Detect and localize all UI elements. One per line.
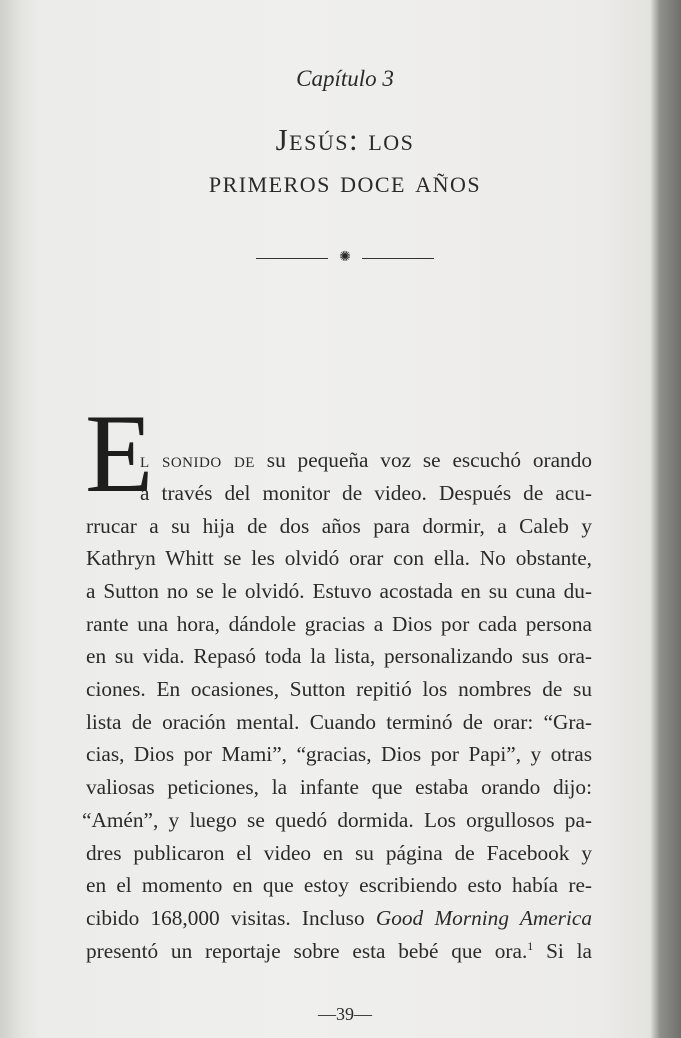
body-line: valiosas peticiones, la infante que estaba orando dijo: bbox=[86, 775, 592, 799]
body-line: cias, Dios por Mami”, “gracias, Dios por Papi”, y otras bbox=[86, 742, 592, 766]
body-line: Kathryn Whitt se les olvidó orar con ella. No obstante, bbox=[86, 546, 592, 570]
chapter-label: Capítulo 3 bbox=[296, 66, 394, 91]
body-line: rrucar a su hija de dos años para dormir, a Caleb y bbox=[86, 514, 592, 538]
chapter-title-line-2: primeros doce años bbox=[208, 164, 482, 199]
lead-in: l sonido de bbox=[140, 448, 255, 472]
body-line: a Sutton no se le olvidó. Estuvo acostada en su cuna du- bbox=[86, 579, 592, 603]
body-line: “Amén”, y luego se quedó dormida. Los orgullosos pa- bbox=[82, 808, 592, 832]
page-number: —39— bbox=[318, 1004, 372, 1024]
italic-title: Good Morning America bbox=[375, 906, 592, 930]
chapter-title-line-1: Jesús: los bbox=[275, 122, 415, 157]
body-line: en el momento en que estoy escribiendo esto había re- bbox=[86, 873, 592, 897]
body-line: presentó un reportaje sobre esta bebé que ora.$^1$ Si la bbox=[86, 938, 592, 963]
body-line: dres publicaron el video en su página de Facebook y bbox=[86, 841, 592, 865]
drop-cap: E bbox=[85, 392, 154, 516]
footnote-reference[interactable]: 1 bbox=[527, 938, 534, 953]
body-line: rante una hora, dándole gracias a Dios por cada persona bbox=[86, 612, 592, 636]
ornament-divider bbox=[256, 251, 434, 265]
divider-line-right bbox=[362, 258, 434, 259]
body-line: l sonido de su pequeña voz se escuchó orando bbox=[140, 448, 592, 472]
body-line: a través del monitor de video. Después de acu- bbox=[140, 481, 592, 505]
body-line: lista de oración mental. Cuando terminó de orar: “Gra- bbox=[86, 710, 592, 734]
divider-line-left bbox=[256, 258, 328, 259]
body-line: en su vida. Repasó toda la lista, personalizando sus ora- bbox=[86, 644, 592, 668]
body-line: ciones. En ocasiones, Sutton repitió los nombres de su bbox=[86, 677, 592, 701]
ornament-icon: ✺ bbox=[339, 250, 351, 265]
body-line: cibido 168,000 visitas. Incluso Good Morning America bbox=[86, 906, 592, 930]
